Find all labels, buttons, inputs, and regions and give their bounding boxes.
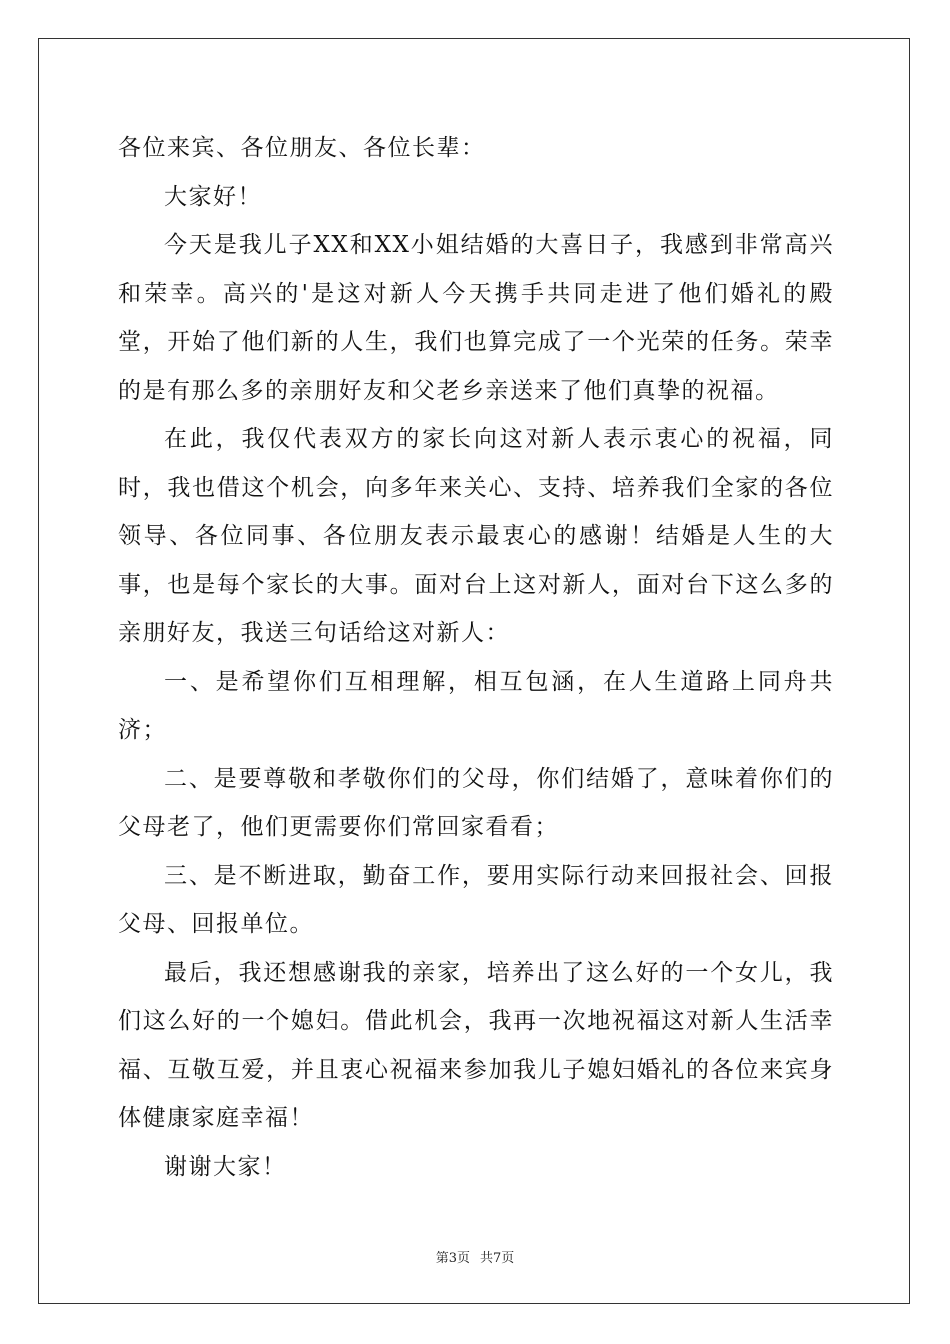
page-total: 共7页 bbox=[480, 1251, 515, 1266]
document-body bbox=[118, 124, 834, 1191]
page-number: 第3页 bbox=[435, 1251, 470, 1266]
paragraph: 今天是我儿子XX和XX小姐结婚的大喜日子，我感到非常高兴和荣幸。高兴的'是这对新人今天携手共同走进了他们婚礼的殿堂，开始了他们新的人生，我们也算完成了一个光荣的任务。荣幸的是有那么多的亲朋好友和父老乡亲送来了他们真挚的祝福。 bbox=[118, 232, 834, 404]
paragraph-greeting: 大家好！ bbox=[164, 183, 262, 210]
page-footer bbox=[0, 1247, 950, 1266]
paragraph: 最后，我还想感谢我的亲家，培养出了这么好的一个女儿，我们这么好的一个媳妇。借此机会，我再一次地祝福这对新人生活幸福、互敬互爱，并且衷心祝福来参加我儿子媳妇婚礼的各位来宾身体健康家庭幸福！ bbox=[118, 959, 834, 1131]
paragraph: 在此，我仅代表双方的家长向这对新人表示衷心的祝福，同时，我也借这个机会，向多年来关心、支持、培养我们全家的各位领导、各位同事、各位朋友表示最衷心的感谢！结婚是人生的大事，也是每个家长的大事。面对台上这对新人，面对台下这么多的亲朋好友，我送三句话给这对新人： bbox=[118, 426, 834, 646]
paragraph-closing: 谢谢大家！ bbox=[164, 1153, 287, 1180]
paragraph: 一、是希望你们互相理解，相互包涵，在人生道路上同舟共济； bbox=[118, 668, 834, 743]
paragraph: 三、是不断进取，勤奋工作，要用实际行动来回报社会、回报父母、回报单位。 bbox=[118, 862, 834, 937]
paragraph: 二、是要尊敬和孝敬你们的父母，你们结婚了，意味着你们的父母老了，他们更需要你们常回家看看； bbox=[118, 765, 834, 840]
paragraph-salutation: 各位来宾、各位朋友、各位长辈： bbox=[118, 135, 486, 161]
